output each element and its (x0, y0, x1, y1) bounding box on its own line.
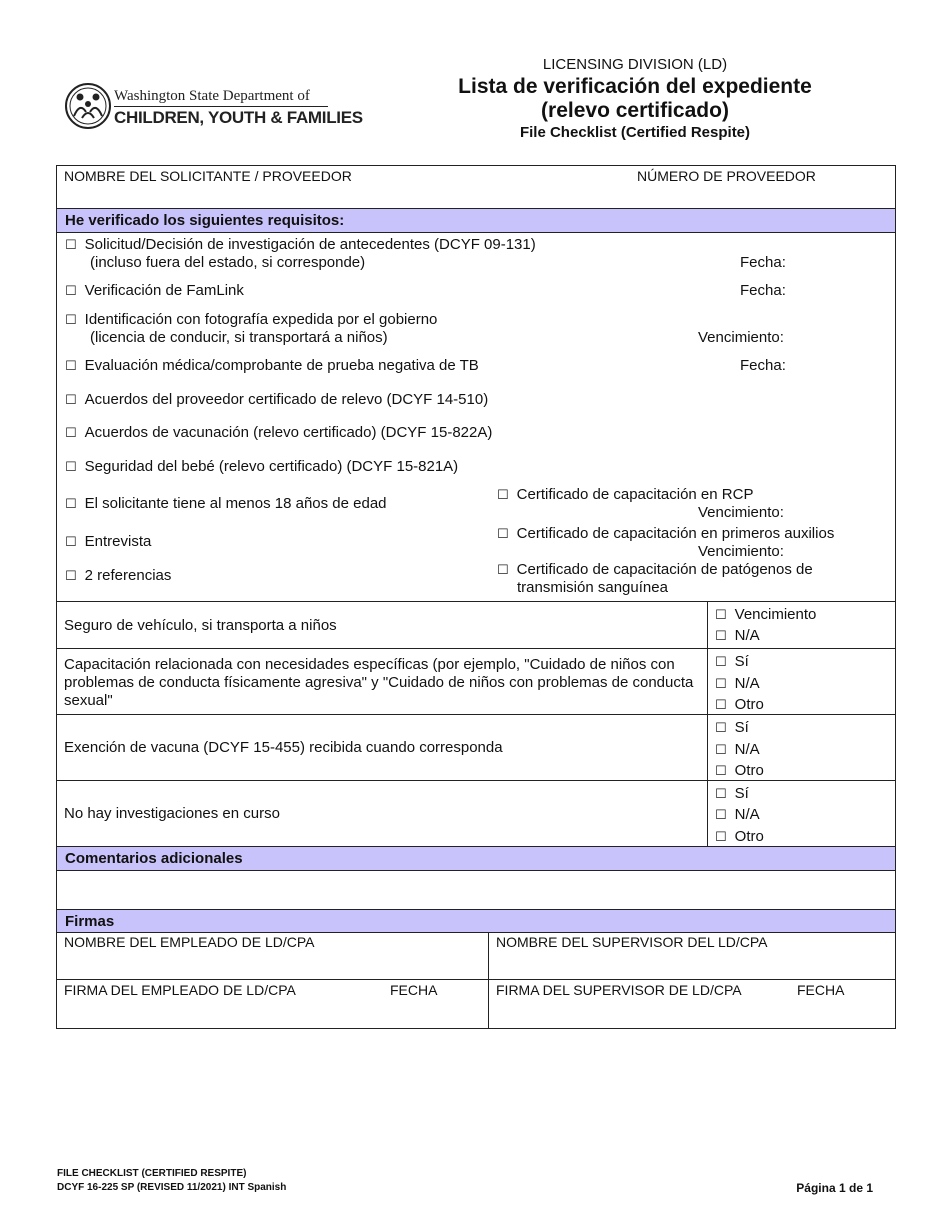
row-divider (57, 601, 895, 602)
supervisor-date-label: FECHA (797, 982, 845, 998)
checkbox[interactable]: ☐ (715, 721, 727, 736)
option-item: ☐ N/A (715, 627, 760, 644)
applicant-name-label: NOMBRE DEL SOLICITANTE / PROVEEDOR (64, 168, 352, 184)
checkbox[interactable]: ☐ (65, 313, 77, 328)
checkbox[interactable]: ☐ (497, 488, 509, 503)
checkbox[interactable]: ☐ (715, 698, 727, 713)
family-circle-logo-icon (64, 82, 112, 130)
supervisor-name-label: NOMBRE DEL SUPERVISOR DEL LD/CPA (496, 934, 768, 950)
requirement-item-subtext: transmisión sanguínea (517, 579, 668, 596)
requirement-item: ☐ Certificado de capacitación en RCP (497, 486, 754, 503)
requirement-item-subtext: (licencia de conducir, si transportará a niños) (90, 329, 388, 346)
requirement-item: ☐ Seguridad del bebé (relevo certificado) (DCYF 15-821A) (65, 458, 459, 475)
requirement-item: ☐ Identificación con fotografía expedida por el gobierno (65, 311, 438, 328)
employee-signature-field[interactable] (60, 1000, 484, 1024)
option-row-label: Capacitación relacionada con necesidades específicas (por ejemplo, "Cuidado de niños con problemas de conducta físicamente agresiva" y "Cuidado de niños con problemas de conducta sexual" (64, 656, 694, 709)
employee-name-field[interactable] (60, 952, 484, 976)
checkbox[interactable]: ☐ (715, 764, 727, 779)
option-item: ☐ Otro (715, 762, 764, 779)
option-row-label: Exención de vacuna (DCYF 15-455) recibida cuando corresponda (64, 739, 503, 756)
requirements-heading-band (57, 208, 895, 233)
option-item: ☐ Otro (715, 696, 764, 713)
options-column-divider (707, 601, 708, 846)
option-row-label: No hay investigaciones en curso (64, 805, 280, 822)
checkbox[interactable]: ☐ (65, 535, 77, 550)
checkbox[interactable]: ☐ (715, 608, 727, 623)
footer-form-title: FILE CHECKLIST (CERTIFIED RESPITE) (57, 1168, 247, 1179)
requirement-item: ☐ Verificación de FamLink (65, 282, 244, 299)
checkbox[interactable]: ☐ (65, 393, 77, 408)
checkbox[interactable]: ☐ (65, 497, 77, 512)
checkbox[interactable]: ☐ (65, 359, 77, 374)
signatures-heading-band (57, 909, 895, 933)
row-divider (57, 780, 895, 781)
row-divider (57, 979, 895, 980)
expiration-field-label: Vencimiento: (698, 504, 784, 521)
comments-heading-band (57, 846, 895, 871)
comments-heading: Comentarios adicionales (65, 850, 243, 867)
applicant-name-field[interactable] (60, 186, 620, 206)
agency-logo (64, 82, 363, 132)
checkbox[interactable]: ☐ (65, 284, 77, 299)
option-item: ☐ N/A (715, 806, 760, 823)
division-label: LICENSING DIVISION (LD) (542, 56, 728, 73)
requirement-item: ☐ Solicitud/Decisión de investigación de antecedentes (DCYF 09-131) (65, 236, 536, 253)
page-subtitle: File Checklist (Certified Respite) (519, 124, 751, 141)
requirement-item: ☐ Certificado de capacitación de patógenos de (497, 561, 813, 578)
page-title-line1: Lista de verificación del expediente (458, 75, 812, 98)
option-item: ☐ Sí (715, 719, 749, 736)
date-field-label: Fecha: (740, 254, 786, 271)
checkbox[interactable]: ☐ (65, 460, 77, 475)
checkbox[interactable]: ☐ (715, 677, 727, 692)
option-item: ☐ Sí (715, 785, 749, 802)
expiration-field-label: Vencimiento: (698, 329, 784, 346)
checkbox[interactable]: ☐ (715, 629, 727, 644)
comments-field[interactable] (60, 872, 890, 906)
checkbox[interactable]: ☐ (497, 563, 509, 578)
requirement-item-subtext: (incluso fuera del estado, si corresponde) (90, 254, 366, 271)
option-item: ☐ Sí (715, 653, 749, 670)
requirements-heading: He verificado los siguientes requisitos: (65, 212, 345, 229)
checkbox[interactable]: ☐ (65, 426, 77, 441)
supervisor-name-field[interactable] (492, 952, 890, 976)
row-divider (57, 714, 895, 715)
requirement-item: ☐ Acuerdos del proveedor certificado de relevo (DCYF 14-510) (65, 391, 489, 408)
agency-name-line1: Washington State Department of (114, 88, 310, 104)
checkbox[interactable]: ☐ (497, 527, 509, 542)
checkbox[interactable]: ☐ (715, 743, 727, 758)
requirement-item: ☐ Evaluación médica/comprobante de prueba negativa de TB (65, 357, 479, 374)
row-divider (57, 648, 895, 649)
employee-date-label: FECHA (390, 982, 438, 998)
checkbox[interactable]: ☐ (715, 808, 727, 823)
employee-signature-label: FIRMA DEL EMPLEADO DE LD/CPA (64, 982, 296, 998)
checkbox[interactable]: ☐ (65, 569, 77, 584)
signature-column-divider (488, 932, 489, 1028)
date-field-label: Fecha: (740, 282, 786, 299)
requirement-item: ☐ Acuerdos de vacunación (relevo certificado) (DCYF 15-822A) (65, 424, 493, 441)
supervisor-signature-label: FIRMA DEL SUPERVISOR DE LD/CPA (496, 982, 742, 998)
checkbox[interactable]: ☐ (65, 238, 77, 253)
date-field-label: Fecha: (740, 357, 786, 374)
provider-number-field[interactable] (630, 186, 890, 206)
employee-name-label: NOMBRE DEL EMPLEADO DE LD/CPA (64, 934, 315, 950)
option-row-label: Seguro de vehículo, si transporta a niños (64, 617, 337, 634)
requirement-item: ☐ Entrevista (65, 533, 152, 550)
signatures-heading: Firmas (65, 913, 115, 930)
option-item: ☐ Otro (715, 828, 764, 845)
footer-form-number: DCYF 16-225 SP (REVISED 11/2021) INT Spanish (57, 1182, 287, 1193)
expiration-field-label: Vencimiento: (698, 543, 784, 560)
requirement-item: ☐ Certificado de capacitación en primeros auxilios (497, 525, 835, 542)
option-item: ☐ Vencimiento (715, 606, 817, 623)
checkbox[interactable]: ☐ (715, 787, 727, 802)
provider-number-label: NÚMERO DE PROVEEDOR (637, 168, 816, 184)
agency-name-underline (114, 106, 328, 107)
agency-name-line2: CHILDREN, YOUTH & FAMILIES (114, 108, 363, 127)
checkbox[interactable]: ☐ (715, 655, 727, 670)
checkbox[interactable]: ☐ (715, 830, 727, 845)
page-number: Página 1 de 1 (796, 1181, 873, 1195)
requirement-item: ☐ 2 referencias (65, 567, 172, 584)
option-item: ☐ N/A (715, 675, 760, 692)
page-title-line2: (relevo certificado) (541, 99, 729, 122)
option-item: ☐ N/A (715, 741, 760, 758)
requirement-item: ☐ El solicitante tiene al menos 18 años de edad (65, 495, 387, 512)
supervisor-signature-field[interactable] (492, 1000, 890, 1024)
